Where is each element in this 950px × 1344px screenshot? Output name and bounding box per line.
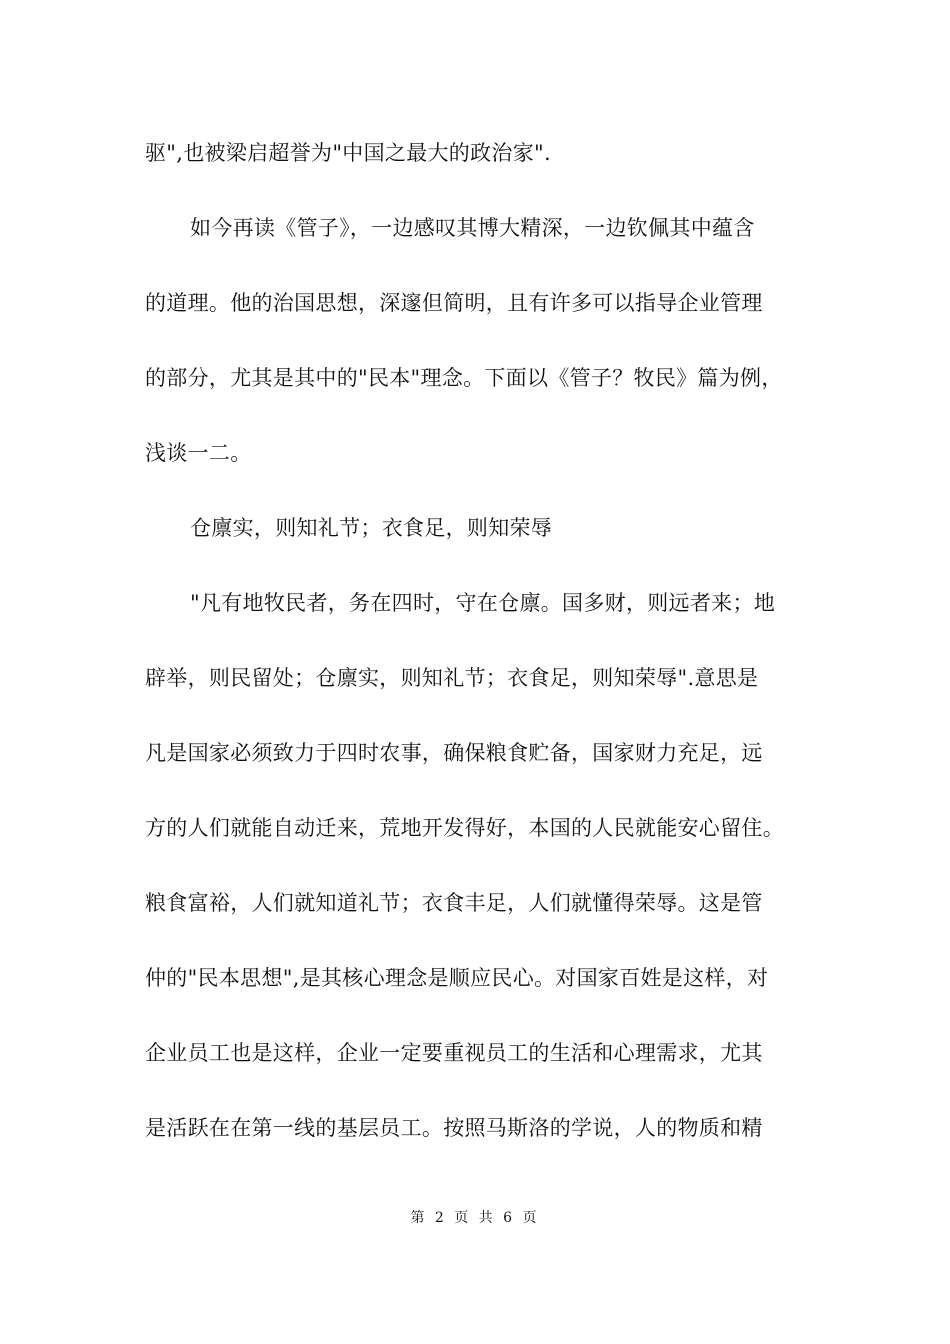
page-number: 第 2 页 共 6 页: [410, 1210, 540, 1226]
text-line-5: 浅谈一二。: [145, 441, 252, 465]
text-line-3: 的道理。他的治国思想，深邃但简明，且有许多可以指导企业管理: [145, 291, 763, 315]
text-line-1: 驱",也被梁启超誉为"中国之最大的政治家".: [145, 141, 551, 165]
text-line-14: 是活跃在在第一线的基层员工。按照马斯洛的学说，人的物质和精: [145, 1116, 763, 1140]
text-line-9: 凡是国家必须致力于四时农事，确保粮食贮备，国家财力充足，远: [145, 741, 763, 765]
text-line-12: 仲的"民本思想",是其核心理念是顺应民心。对国家百姓是这样，对: [145, 966, 769, 990]
text-line-13: 企业员工也是这样，企业一定要重视员工的生活和心理需求，尤其: [145, 1041, 763, 1065]
text-line-7: "凡有地牧民者，务在四时，守在仓廪。国多财，则远者来；地: [190, 591, 776, 615]
section-heading: 仓廪实，则知礼节；衣食足，则知荣辱: [190, 516, 553, 540]
text-line-2: 如今再读《管子》，一边感叹其博大精深，一边钦佩其中蕴含: [190, 216, 755, 240]
text-line-10: 方的人们就能自动迁来，荒地开发得好，本国的人民就能安心留住。: [145, 816, 784, 840]
text-line-4: 的部分，尤其是其中的"民本"理念。下面以《管子？牧民》篇为例，: [145, 366, 783, 390]
text-line-11: 粮食富裕，人们就知道礼节；衣食丰足，人们就懂得荣辱。这是管: [145, 891, 763, 915]
text-line-8: 辟举，则民留处；仓廪实，则知礼节；衣食足，则知荣辱".意思是: [145, 666, 759, 690]
